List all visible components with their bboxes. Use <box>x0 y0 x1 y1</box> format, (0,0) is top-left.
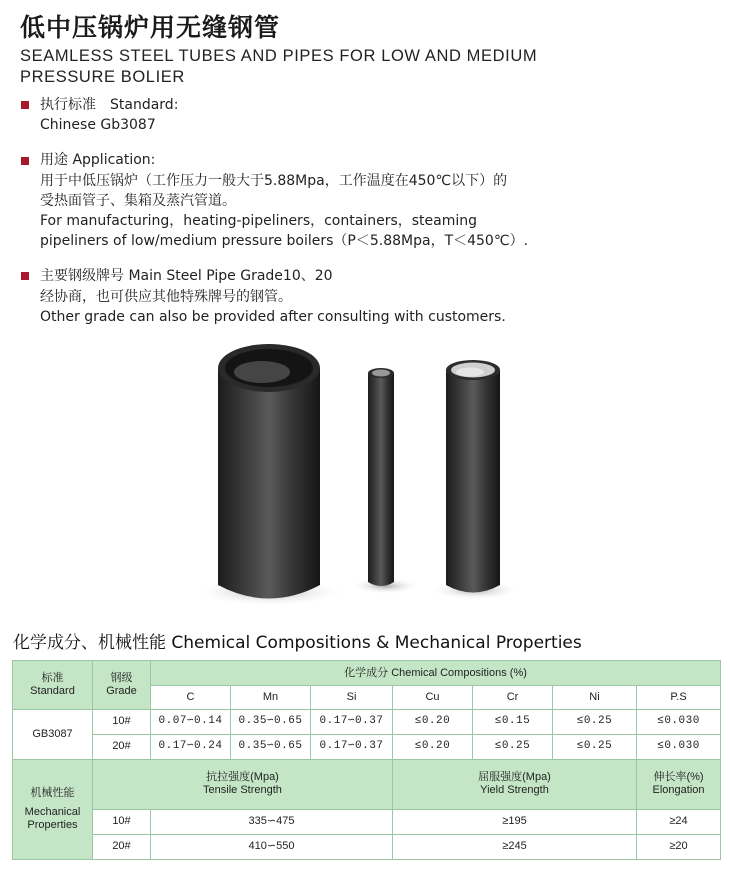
chem-cell: ≤0.25 <box>553 709 637 734</box>
standard-header-en: Standard <box>30 684 75 697</box>
mech-label-en-1: Mechanical <box>24 805 81 818</box>
chem-cell: ≤0.20 <box>393 734 473 759</box>
pipe-medium <box>446 360 500 593</box>
application-line-3: For manufacturing，heating-pipeliners，containers，steaming <box>40 213 478 229</box>
application-line-1: 用于中低压锅炉（工作压力一般大于5.88Mpa，工作温度在450℃以下）的 <box>40 173 508 189</box>
application-line-4: pipeliners of low/medium pressure boilers（P＜5.88Mpa，T＜450℃）. <box>40 233 529 249</box>
grade-label: 主要钢级牌号 Main Steel Pipe Grade10、20 <box>40 268 333 284</box>
chem-cell: 0.35∽0.65 <box>231 709 311 734</box>
pipe-thin <box>368 368 394 586</box>
chem-row-grade: 10# <box>93 709 151 734</box>
elong-cell: ≥24 <box>637 809 721 834</box>
chem-cell: ≤0.030 <box>637 709 721 734</box>
tensile-cell: 410∽550 <box>151 834 393 859</box>
chem-col-cr: Cr <box>473 686 553 710</box>
standard-value: Chinese Gb3087 <box>40 117 156 133</box>
mech-label <box>13 759 93 859</box>
standard-label-cn: 执行标准 <box>40 97 96 113</box>
standard-header-cn: 标准 <box>41 671 64 684</box>
standard-header <box>13 661 93 710</box>
chem-row-grade: 20# <box>93 734 151 759</box>
standard-label <box>40 96 178 115</box>
bullet-standard-icon <box>21 101 29 109</box>
chem-header: 化学成分 Chemical Compositions (%) <box>151 661 721 686</box>
chem-col-ps: P.S <box>637 686 721 710</box>
chem-cell: ≤0.20 <box>393 709 473 734</box>
chem-col-ni: Ni <box>553 686 637 710</box>
grade-header-cn: 钢级 <box>110 671 133 684</box>
mech-label-en-2: Properties <box>27 818 78 831</box>
chem-col-c: C <box>151 686 231 710</box>
grade-header-en: Grade <box>106 684 137 697</box>
bullet-grade-icon <box>21 272 29 280</box>
chem-col-mn: Mn <box>231 686 311 710</box>
steel-pipes-photo <box>0 330 730 620</box>
chem-cell: 0.07∽0.14 <box>151 709 231 734</box>
yield-header-en: Yield Strength <box>480 784 549 797</box>
tensile-header-en: Tensile Strength <box>203 784 282 797</box>
grade-line-1: 经协商，也可供应其他特殊牌号的钢管。 <box>40 289 292 305</box>
mech-row-grade: 10# <box>93 809 151 834</box>
application-line-2: 受热面管子、集箱及蒸汽管道。 <box>40 193 236 209</box>
properties-table <box>12 660 721 860</box>
mech-row-grade: 20# <box>93 834 151 859</box>
subtitle-line-1: SEAMLESS STEEL TUBES AND PIPES FOR LOW AND MEDIUM <box>20 47 538 65</box>
tensile-header-cn: 抗拉强度(Mpa) <box>206 771 279 784</box>
tensile-cell: 335∽475 <box>151 809 393 834</box>
grade-line-2: Other grade can also be provided after consulting with customers. <box>40 309 506 325</box>
pipe-large <box>218 344 320 599</box>
chem-cell: 0.17∽0.37 <box>311 709 393 734</box>
chem-cell: 0.17∽0.24 <box>151 734 231 759</box>
mech-label-cn: 机械性能 <box>30 786 75 799</box>
elong-header-cn: 伸长率(%) <box>653 771 704 784</box>
elong-cell: ≥20 <box>637 834 721 859</box>
yield-cell: ≥245 <box>393 834 637 859</box>
yield-cell: ≥195 <box>393 809 637 834</box>
subtitle-line-2: PRESSURE BOLIER <box>20 68 185 86</box>
chem-cell: ≤0.15 <box>473 709 553 734</box>
chem-cell: 0.35∽0.65 <box>231 734 311 759</box>
page-title: 低中压锅炉用无缝钢管 <box>20 13 281 42</box>
page-subtitle <box>20 46 620 88</box>
chem-cell: 0.17∽0.37 <box>311 734 393 759</box>
bullet-application-icon <box>21 157 29 165</box>
chem-col-cu: Cu <box>393 686 473 710</box>
grade-header <box>93 661 151 710</box>
section-title: 化学成分、机械性能 Chemical Compositions & Mechanical Properties <box>13 633 582 653</box>
elong-header-en: Elongation <box>652 784 705 797</box>
yield-header-cn: 屈服强度(Mpa) <box>478 771 551 784</box>
chem-cell: ≤0.25 <box>553 734 637 759</box>
application-label: 用途 Application: <box>40 152 156 168</box>
chem-cell: ≤0.030 <box>637 734 721 759</box>
elong-header <box>637 759 721 809</box>
chem-cell: ≤0.25 <box>473 734 553 759</box>
tensile-header <box>93 759 393 809</box>
standard-label-en: Standard: <box>110 97 179 113</box>
standard-value-cell: GB3087 <box>13 709 93 759</box>
chem-col-si: Si <box>311 686 393 710</box>
yield-header <box>393 759 637 809</box>
